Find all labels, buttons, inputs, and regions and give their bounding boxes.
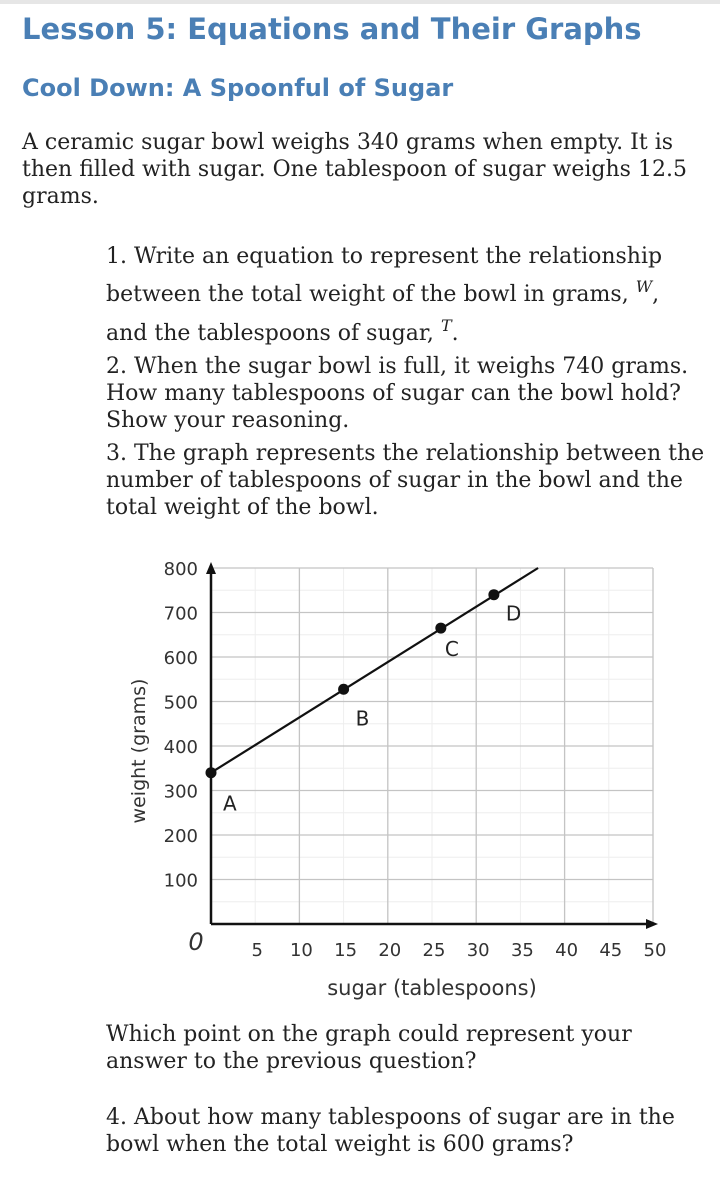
question-2: 2. When the sugar bowl is full, it weighs 740 grams. How many tablespoons of sugar can the bowl hold? Show your reasoning. xyxy=(106,354,689,433)
q1-var-t: T xyxy=(440,316,452,335)
x-tick-label: 40 xyxy=(555,940,579,961)
y-tick-label: 400 xyxy=(163,737,198,758)
data-point-d xyxy=(488,589,499,600)
y-tick-label: 600 xyxy=(163,648,198,669)
question-4: 4. About how many tablespoons of sugar are in the bowl when the total weight is 600 grams? xyxy=(106,1105,675,1157)
question-3-followup: Which point on the graph could represent your answer to the previous question? xyxy=(106,1022,632,1074)
y-tick-label: 100 xyxy=(163,870,198,892)
y-tick-label: 500 xyxy=(163,692,198,714)
point-label-a: A xyxy=(223,791,237,816)
origin-label: 0 xyxy=(188,928,204,956)
x-tick-label: 45 xyxy=(599,940,623,961)
y-axis-label: weight (grams) xyxy=(128,678,150,824)
point-label-b: B xyxy=(355,706,370,731)
q1-var-w: W xyxy=(635,277,653,296)
x-tick-label: 10 xyxy=(289,940,313,961)
intro-paragraph: A ceramic sugar bowl weighs 340 grams when empty. It is then filled with sugar. One tablespoon of sugar weighs 12.5 grams. xyxy=(22,130,687,209)
x-tick-label: 50 xyxy=(643,940,667,961)
point-label-d: D xyxy=(505,601,522,626)
question-1 xyxy=(106,238,706,354)
y-tick-label: 300 xyxy=(163,781,198,803)
lesson-title: Lesson 5: Equations and Their Graphs xyxy=(22,12,642,46)
q1-text-d: . xyxy=(451,321,459,346)
y-tick-label: 200 xyxy=(163,826,198,847)
point-label-c: C xyxy=(444,637,459,662)
series-line xyxy=(211,568,538,773)
data-point-a xyxy=(206,767,217,778)
x-tick-label: 20 xyxy=(378,940,402,961)
x-tick-label: 30 xyxy=(466,940,490,961)
y-tick-label: 800 xyxy=(163,559,198,580)
cool-down-title: Cool Down: A Spoonful of Sugar xyxy=(22,74,454,102)
top-divider xyxy=(0,0,720,4)
x-tick-label: 5 xyxy=(251,940,263,961)
x-tick-label: 25 xyxy=(422,940,446,961)
x-axis-arrow xyxy=(646,919,658,929)
x-tick-label: 15 xyxy=(334,940,358,961)
x-axis-label: sugar (tablespoons) xyxy=(327,976,537,1000)
q1-text-a: 1. Write an equation to represent the relationship between the total weight of the bowl in grams, xyxy=(106,244,663,307)
data-point-b xyxy=(338,684,349,695)
y-tick-label: 700 xyxy=(163,603,198,625)
q1-text-c: and the tablespoons of sugar, xyxy=(106,321,434,346)
data-point-c xyxy=(435,623,446,634)
question-3: 3. The graph represents the relationship between the number of tablespoons of sugar in the bowl and the total weight of the bowl. xyxy=(106,441,705,520)
x-tick-label: 35 xyxy=(510,940,534,961)
y-axis-arrow xyxy=(206,562,216,574)
q1-text-b: , xyxy=(652,282,660,307)
